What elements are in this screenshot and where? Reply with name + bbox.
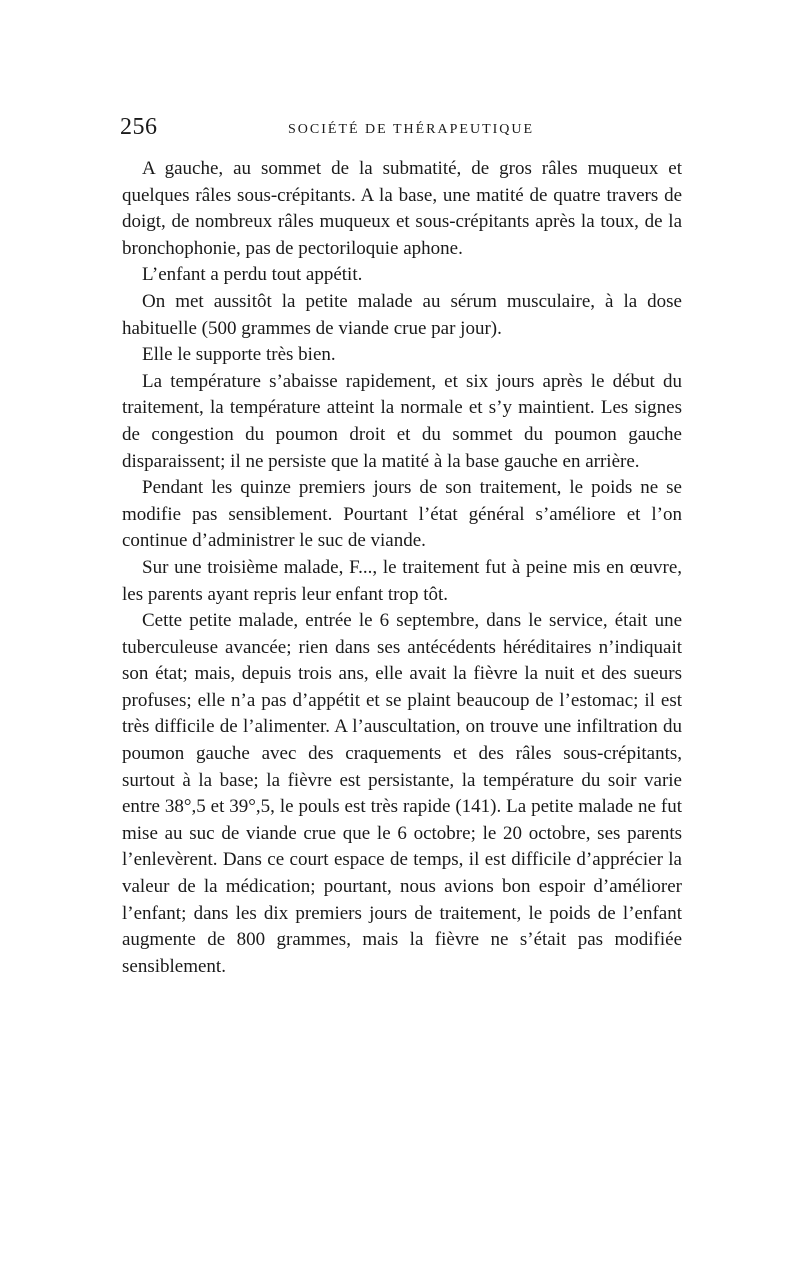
paragraph: La température s’abaisse rapidement, et six jours après le début du traitement, la température atteint la normale et s’y maintient. Les signes de congestion du poumon droit et du sommet du poumon gauche disparaissent; il ne persiste que la matité à la base gauche en arrière. [122, 370, 682, 472]
paragraph: Pendant les quinze premiers jours de son traitement, le poids ne se modifie pas sensiblement. Pourtant l’état général s’améliore et l’on continue d’administrer le suc de viande. [122, 477, 682, 552]
page-header [120, 114, 682, 144]
paragraph: A gauche, au sommet de la submatité, de gros râles muqueux et quelques râles sous-crépitants. A la base, une matité de quatre travers de doigt, de nombreux râles muqueux et sous-crépitants après la toux, de la bronchophonie, pas de pectoriloquie aphone. [122, 158, 682, 259]
paragraph: Cette petite malade, entrée le 6 septembre, dans le service, était une tuberculeuse avancée; rien dans ses antécédents héréditaires n’indiquait son état; mais, depuis trois ans, elle avait la fièvre la nuit et des sueurs profuses; elle n’a pas d’appétit et se plaint beaucoup de l’estomac; il est très difficile de l’alimenter. A l’auscultation, on trouve une infiltration du poumon gauche avec des craquements et des râles sous-crépitants, surtout à la base; la fièvre est persistante, la température du soir varie entre 38°,5 et 39°,5, le pouls est très rapide (141). La petite malade ne fut mise au suc de viande crue que le 6 octobre; le 20 octobre, ses parents l’enlevèrent. Dans ce court espace de temps, il est difficile d’apprécier la valeur de la médication; pourtant, nous avions bon espoir d’améliorer l’enfant; dans les dix premiers jours de traitement, le poids de l’enfant augmente de 800 grammes, mais la fièvre ne s’était pas modifiée sensiblement. [122, 610, 682, 977]
running-head: SOCIÉTÉ DE THÉRAPEUTIQUE [288, 122, 535, 137]
paragraph: Sur une troisième malade, F..., le traitement fut à peine mis en œuvre, les parents ayant repris leur enfant trop tôt. [122, 556, 682, 605]
paragraph: Elle le supporte très bien. [142, 344, 336, 366]
paragraph: L’enfant a perdu tout appétit. [142, 264, 363, 286]
body-text [122, 156, 682, 980]
page-number: 256 [120, 114, 158, 140]
paragraph: On met aussitôt la petite malade au sérum musculaire, à la dose habituelle (500 grammes de viande crue par jour). [122, 290, 682, 339]
